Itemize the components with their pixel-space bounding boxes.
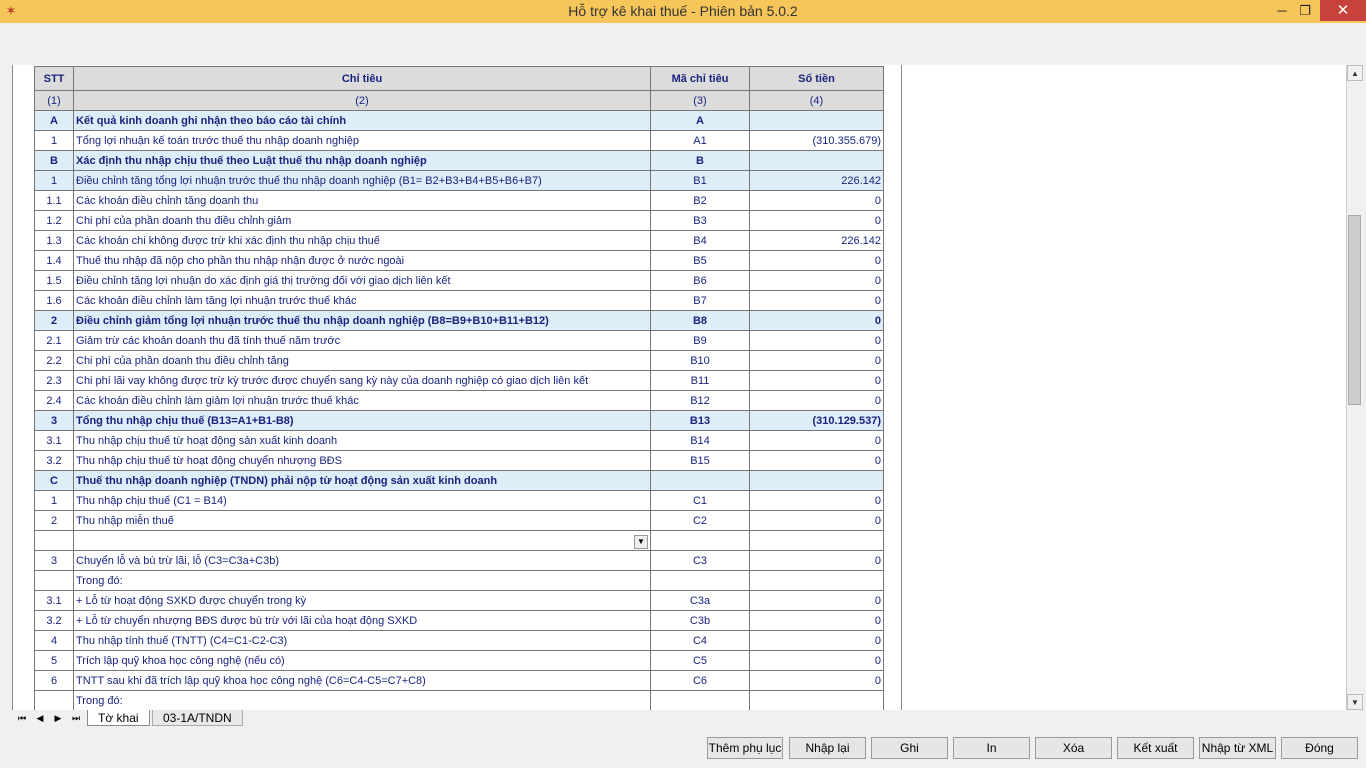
row-label: Các khoản điều chỉnh làm tăng lợi nhuận trước thuế khác [74,291,651,311]
row-code: B [651,151,750,171]
row-value[interactable]: 0 [750,611,884,631]
row-stt: 2.2 [35,351,74,371]
row-code: C4 [651,631,750,651]
table-row [35,651,884,671]
row-value[interactable] [750,111,884,131]
row-value[interactable]: 0 [750,431,884,451]
row-label: Kết quả kinh doanh ghi nhận theo báo cáo tài chính [74,111,651,131]
row-gutter [13,65,33,710]
table-row [35,411,884,431]
row-code: C5 [651,651,750,671]
table-row [35,151,884,171]
row-code: B11 [651,371,750,391]
table-row [35,531,884,551]
row-value[interactable]: 0 [750,211,884,231]
row-stt: 4 [35,631,74,651]
last-sheet-icon[interactable]: ⏭ [71,713,81,723]
row-stt: 3 [35,411,74,431]
row-value[interactable]: 0 [750,451,884,471]
row-label: Tổng lợi nhuận kế toán trước thuế thu nhập doanh nghiệp [74,131,651,151]
row-label: Thu nhập tính thuế (TNTT) (C4=C1-C2-C3) [74,631,651,651]
row-label: Thuế thu nhập đã nộp cho phần thu nhập nhận được ở nước ngoài [74,251,651,271]
header-so-tien: Số tiền [750,67,884,91]
row-value[interactable] [750,471,884,491]
row-code: C3 [651,551,750,571]
row-value[interactable]: 0 [750,551,884,571]
row-value[interactable]: 0 [750,631,884,651]
row-code: B15 [651,451,750,471]
row-code [651,571,750,591]
row-stt: 5 [35,651,74,671]
row-stt: 1 [35,491,74,511]
row-label: Thuế thu nhập doanh nghiệp (TNDN) phải nộp từ hoạt động sản xuất kinh doanh [74,471,651,491]
header-stt: STT [35,67,74,91]
toolbar-area [0,23,1366,65]
row-label: Xác định thu nhập chịu thuế theo Luật thuế thu nhập doanh nghiệp [74,151,651,171]
row-stt: 1.1 [35,191,74,211]
print-button[interactable]: In [953,737,1030,759]
restore-button[interactable]: ❐ [1299,3,1311,18]
row-value[interactable]: 0 [750,491,884,511]
row-stt: B [35,151,74,171]
row-label: Trích lập quỹ khoa học công nghệ (nếu có) [74,651,651,671]
subheader-2: (2) [74,91,651,111]
row-value[interactable] [750,571,884,591]
scroll-up-icon[interactable]: ▲ [1347,65,1363,81]
row-value[interactable]: 0 [750,251,884,271]
table-row [35,551,884,571]
table-header-row [35,67,884,91]
row-code: C3a [651,591,750,611]
table-row [35,291,884,311]
row-value[interactable]: 0 [750,371,884,391]
row-stt: 2.4 [35,391,74,411]
row-label[interactable] [74,531,651,551]
row-label: Điều chỉnh tăng tổng lợi nhuận trước thuế thu nhập doanh nghiệp (B1= B2+B3+B4+B5+B6+B7) [74,171,651,191]
row-code: B1 [651,171,750,191]
row-label: Trong đó: [74,691,651,711]
table-row [35,391,884,411]
table-row [35,331,884,351]
table-row [35,431,884,451]
table-row [35,211,884,231]
row-code: B4 [651,231,750,251]
row-label: Trong đó: [74,571,651,591]
save-button[interactable]: Ghi [871,737,948,759]
row-code: B7 [651,291,750,311]
header-ma-chi-tieu: Mã chỉ tiêu [651,67,750,91]
first-sheet-icon[interactable]: ⏮ [17,713,27,723]
row-value[interactable] [750,691,884,711]
row-code: C2 [651,511,750,531]
row-value[interactable]: (310.355.679) [750,131,884,151]
row-value[interactable]: 0 [750,311,884,331]
row-value[interactable] [750,531,884,551]
row-code [651,471,750,491]
row-label: Các khoản điều chỉnh làm giảm lợi nhuận trước thuế khác [74,391,651,411]
row-stt: 2.1 [35,331,74,351]
table-row [35,471,884,491]
window-title: Hỗ trợ kê khai thuế - Phiên bản 5.0.2 [568,3,798,19]
table-row [35,351,884,371]
close-window-button[interactable]: ✕ [1320,0,1366,21]
row-value[interactable]: 0 [750,331,884,351]
table-row [35,691,884,711]
next-sheet-icon[interactable]: ▶ [54,713,62,723]
row-code [651,531,750,551]
row-stt: 3.2 [35,611,74,631]
row-code: B6 [651,271,750,291]
table-row [35,571,884,591]
row-value[interactable]: 0 [750,671,884,691]
row-code: A1 [651,131,750,151]
row-code [651,691,750,711]
row-label: Thu nhập chịu thuế từ hoạt động chuyển nhượng BĐS [74,451,651,471]
row-code: A [651,111,750,131]
minimize-button[interactable]: ─ [1277,3,1287,18]
app-logo-icon: ✶ [5,3,17,18]
row-code: B13 [651,411,750,431]
row-label: Các khoản chi không được trừ khi xác định thu nhập chịu thuế [74,231,651,251]
row-stt: 2 [35,311,74,331]
row-stt: C [35,471,74,491]
reset-button[interactable]: Nhập lại [789,737,866,759]
title-bar [0,0,1366,23]
prev-sheet-icon[interactable]: ◀ [36,713,44,723]
delete-button[interactable]: Xóa [1035,737,1112,759]
row-label: Tổng thu nhập chịu thuế (B13=A1+B1-B8) [74,411,651,431]
row-stt: 1.3 [35,231,74,251]
row-value[interactable]: 0 [750,591,884,611]
row-value[interactable]: 0 [750,651,884,671]
row-value[interactable]: 0 [750,511,884,531]
sheet-tab-bar [12,710,1352,726]
row-label: Chi phí lãi vay không được trừ kỳ trước được chuyển sang kỳ này của doanh nghiệp có giao dịch liên kết [74,371,651,391]
table-row [35,511,884,531]
row-label: Giảm trừ các khoản doanh thu đã tính thuế năm trước [74,331,651,351]
row-code: B5 [651,251,750,271]
row-value[interactable]: 0 [750,391,884,411]
row-label: Chuyển lỗ và bù trừ lãi, lỗ (C3=C3a+C3b) [74,551,651,571]
close-button[interactable]: Đóng [1281,737,1358,759]
row-label: Thu nhập chịu thuế từ hoạt động sản xuất kinh doanh [74,431,651,451]
row-stt: 1.4 [35,251,74,271]
row-stt: 3.2 [35,451,74,471]
grid-right-divider [901,65,902,710]
row-value[interactable]: 226.142 [750,171,884,191]
table-row [35,251,884,271]
row-code: B2 [651,191,750,211]
row-stt [35,531,74,551]
dropdown-arrow-icon[interactable]: ▼ [634,535,648,549]
table-row [35,611,884,631]
row-stt [35,691,74,711]
row-value[interactable]: (310.129.537) [750,411,884,431]
row-label: Chi phí của phần doanh thu điều chỉnh giảm [74,211,651,231]
row-code: B3 [651,211,750,231]
tab-03-1a-tndn[interactable]: 03-1A/TNDN [152,710,243,726]
row-stt: 1 [35,131,74,151]
table-row [35,311,884,331]
row-value[interactable]: 0 [750,271,884,291]
table-row [35,491,884,511]
row-value[interactable]: 0 [750,191,884,211]
row-value[interactable]: 226.142 [750,231,884,251]
table-row [35,111,884,131]
row-code: B14 [651,431,750,451]
row-stt: 1.5 [35,271,74,291]
row-code: C1 [651,491,750,511]
action-button-bar [0,726,1366,768]
row-label: Các khoản điều chỉnh tăng doanh thu [74,191,651,211]
row-stt: 2.3 [35,371,74,391]
row-stt: 3.1 [35,591,74,611]
row-stt: 3.1 [35,431,74,451]
table-row [35,451,884,471]
row-stt: 1.2 [35,211,74,231]
row-stt: A [35,111,74,131]
row-label: Thu nhập miễn thuế [74,511,651,531]
row-code: C6 [651,671,750,691]
import-xml-button[interactable]: Nhập từ XML [1199,737,1276,759]
row-stt: 1 [35,171,74,191]
table-row [35,371,884,391]
table-row [35,191,884,211]
vertical-scrollbar[interactable] [1346,65,1362,710]
table-row [35,671,884,691]
row-label: + Lỗ từ chuyển nhượng BĐS được bù trừ với lãi của hoạt động SXKD [74,611,651,631]
row-label: Thu nhập chịu thuế (C1 = B14) [74,491,651,511]
row-stt [35,571,74,591]
row-value[interactable] [750,151,884,171]
table-row [35,631,884,651]
row-value[interactable]: 0 [750,291,884,311]
header-chi-tieu: Chỉ tiêu [74,67,651,91]
scroll-thumb[interactable] [1348,215,1361,405]
table-row [35,591,884,611]
row-stt: 1.6 [35,291,74,311]
tab-to-khai[interactable]: Tờ khai [87,710,150,726]
scroll-down-icon[interactable]: ▼ [1347,694,1363,710]
row-value[interactable]: 0 [750,351,884,371]
row-code: B8 [651,311,750,331]
subheader-1: (1) [35,91,74,111]
row-label: Chi phí của phần doanh thu điều chỉnh tăng [74,351,651,371]
table-row [35,271,884,291]
table-row [35,171,884,191]
row-code: C3b [651,611,750,631]
declaration-grid [12,65,1352,710]
table-row [35,231,884,251]
row-stt: 6 [35,671,74,691]
add-appendix-button[interactable]: Thêm phụ lục [707,737,783,759]
row-stt: 2 [35,511,74,531]
row-label: TNTT sau khi đã trích lập quỹ khoa học công nghệ (C6=C4-C5=C7+C8) [74,671,651,691]
row-label: Điều chỉnh giảm tổng lợi nhuận trước thuế thu nhập doanh nghiệp (B8=B9+B10+B11+B12) [74,311,651,331]
row-code: B9 [651,331,750,351]
table-row [35,131,884,151]
table-subheader-row [35,91,884,111]
row-code: B10 [651,351,750,371]
row-label: + Lỗ từ hoạt động SXKD được chuyển trong kỳ [74,591,651,611]
tax-table [34,66,884,710]
subheader-3: (3) [651,91,750,111]
row-label: Điều chỉnh tăng lợi nhuận do xác định giá thị trường đối với giao dịch liên kết [74,271,651,291]
row-code: B12 [651,391,750,411]
export-button[interactable]: Kết xuất [1117,737,1194,759]
row-stt: 3 [35,551,74,571]
subheader-4: (4) [750,91,884,111]
